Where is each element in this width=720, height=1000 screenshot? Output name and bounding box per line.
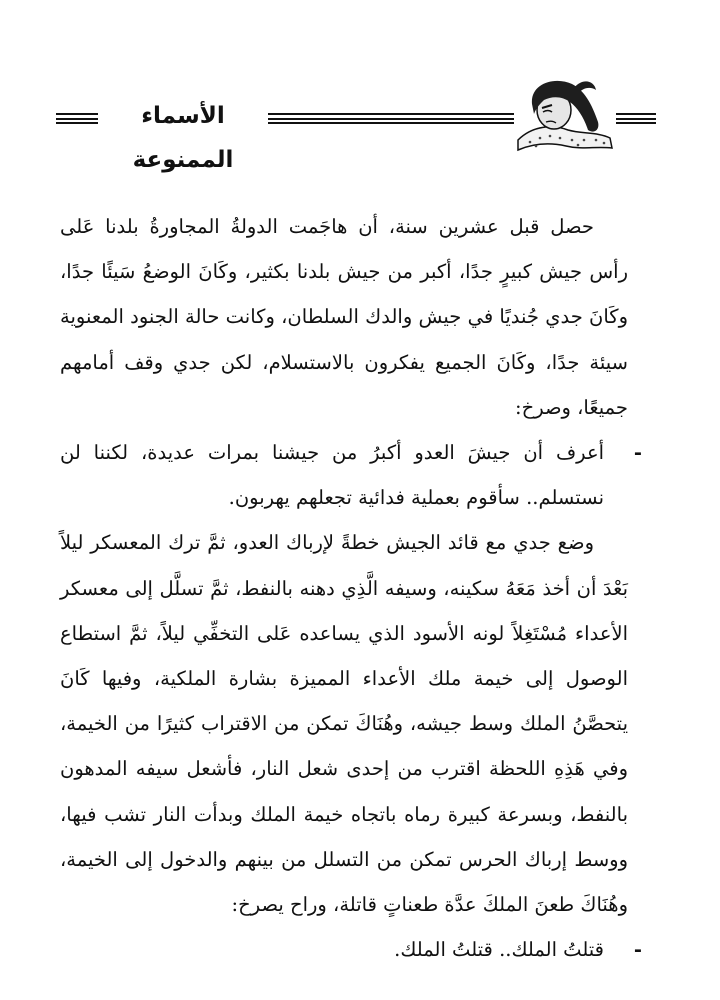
- paragraph-2: وضع جدي مع قائد الجيش خطةً لإرباك العدو، ثمَّ ترك المعسكر ليلاً بَعْدَ أن أخذ مَعَهُ سكينه، وسيفه الَّذِي دهنه بالنفط، ثمَّ تسلَّل إلى معسكر الأعداء مُسْتَغِلاً لونه الأسود الذي يساعده عَلى التخفِّي ليلاً، ثمَّ استطاع الوصول إلى خيمة ملك الأعداء المميزة بشارة الملكية، وفيها كَانَ يتحصَّنُ الملك وسط جيشه، وهُنَاكَ تمكن من الاقتراب كثيرًا من الخيمة، وفي هَذِهِ اللحظة اقترب من إحدى شعل النار، فأشعل سيفه المدهون بالنفط، وبسرعة كبيرة رماه باتجاه خيمة الملك وبدأت النار تشب فيها، ووسط إرباك الحرس تمكن من التسلل من بينهم والدخول إلى الخيمة، وهُنَاكَ طعنَ الملكَ عدَّة طعناتٍ قاتلة، وراح يصرخ:: [60, 531, 628, 917]
- dialog-dash: -: [633, 441, 642, 465]
- dialog-dash: -: [633, 938, 642, 962]
- chapter-title: الأسماء الممنوعة: [132, 103, 234, 173]
- dialog-line-1: [60, 430, 642, 520]
- girl-mascot-icon: [512, 74, 616, 152]
- header-rule-left: [56, 113, 98, 124]
- dialog-text: أعرف أن جيشَ العدو أكبرُ من جيشنا بمرات عديدة، لكننا لن نستسلم.. سأقوم بعملية فدائية تجعلهم يهربون.: [60, 441, 604, 510]
- header-rule-middle: [268, 113, 514, 124]
- story-body: [60, 204, 642, 972]
- dialog-text: قتلتُ الملك.. قتلتُ الملك.: [394, 938, 604, 962]
- header-rule-right: [616, 113, 656, 124]
- dialog-line-2: [60, 927, 642, 972]
- paragraph-1: حصل قبل عشرين سنة، أن هاجَمت الدولةُ المجاورةُ بلدنا عَلى رأس جيش كبيرٍ جدًا، أكبر من جيش بلدنا بكثير، وكَانَ الوضعُ سَيئًا جدًا، وكَانَ جدي جُنديًا في جيش والدك السلطان، وكانت حالة الجنود المعنوية سيئة جدًا، وكَانَ الجميع يفكرون بالاستسلام، لكن جدي وقف أمامهم جميعًا، وصرخ:: [60, 215, 628, 419]
- page-header: [56, 78, 656, 173]
